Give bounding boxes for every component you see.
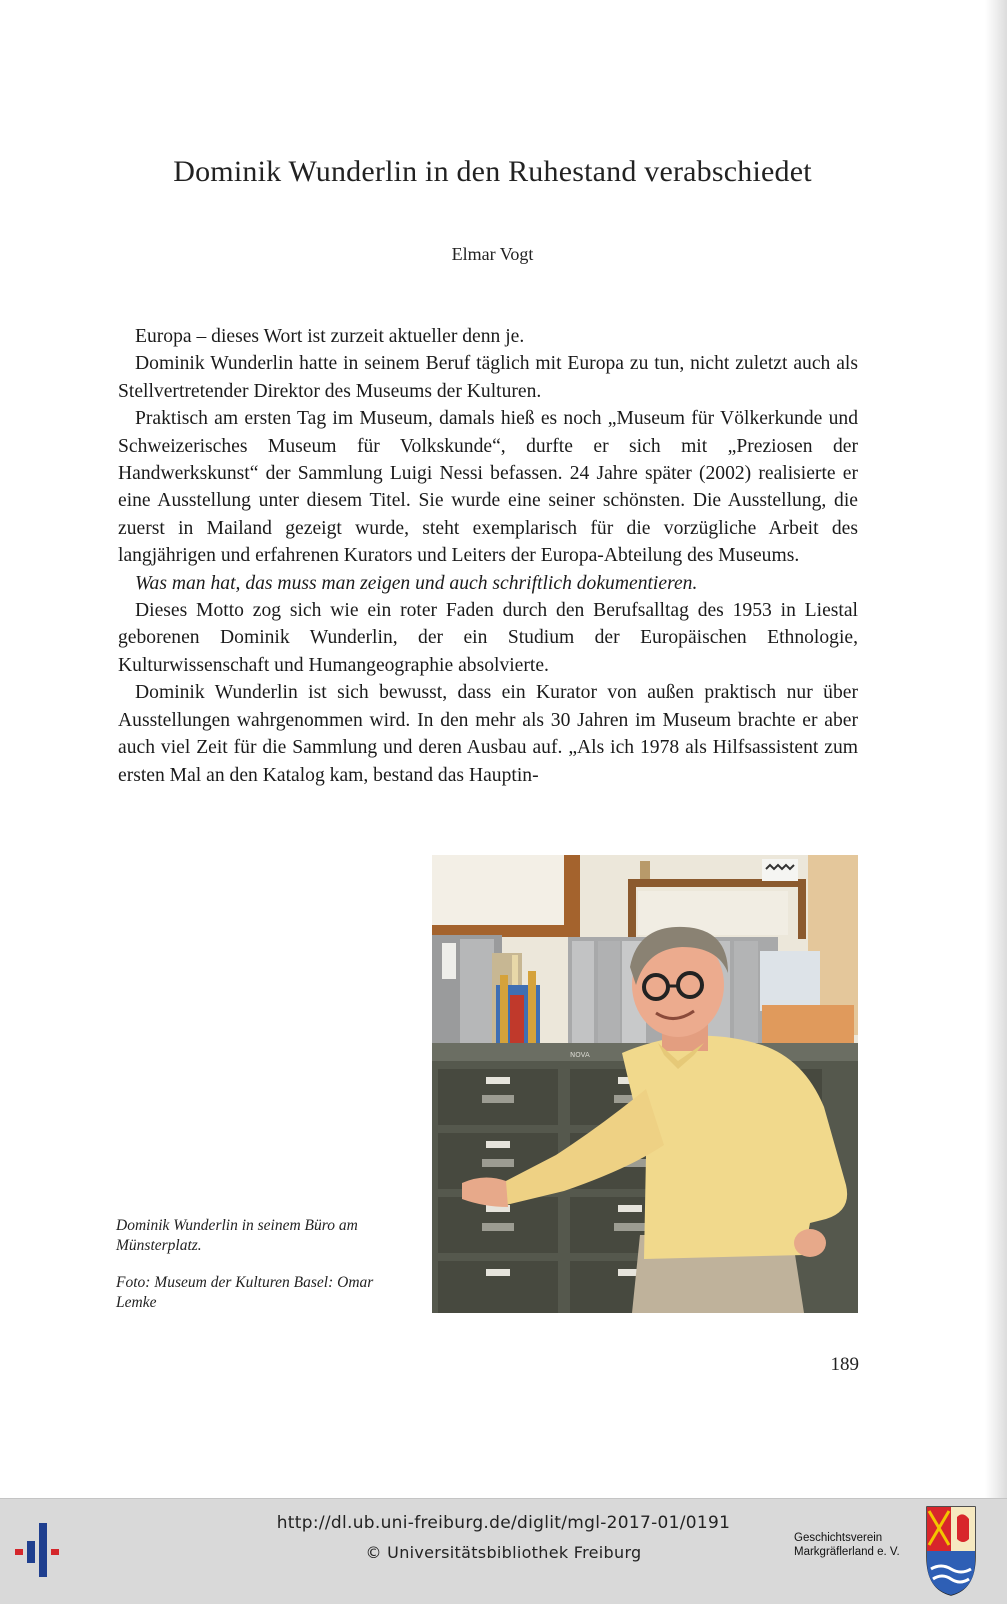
motto-paragraph: Was man hat, das muss man zeigen und auch schriftlich dokumentieren.: [135, 572, 698, 594]
photo-caption-block: [116, 1216, 416, 1330]
photo-caption: Dominik Wunderlin in seinem Büro am Münsterplatz.: [116, 1217, 358, 1254]
article-author: Elmar Vogt: [451, 244, 534, 264]
paragraph: Europa – dieses Wort ist zurzeit aktueller denn je.: [135, 326, 525, 347]
society-crest-icon: [925, 1505, 977, 1597]
article-title: Dominik Wunderlin in den Ruhestand verabschiedet: [173, 155, 812, 188]
page-edge: [985, 0, 1007, 1532]
portrait-photo: [432, 855, 858, 1313]
article-body: [118, 323, 858, 789]
footer-url-link[interactable]: http://dl.ub.uni-freiburg.de/diglit/mgl-2017-01/0191: [276, 1513, 731, 1533]
footer-copyright: © Universitätsbibliothek Freiburg: [365, 1543, 642, 1562]
cabinet-label: NOVA: [570, 1051, 590, 1059]
paragraph: Dominik Wunderlin hatte in seinem Beruf täglich mit Europa zu tun, nicht zuletzt auch als Stellvertretender Direktor des Museums der Kulturen.: [118, 353, 858, 402]
photo-credit: Foto: Museum der Kulturen Basel: Omar Lemke: [116, 1274, 374, 1311]
society-name: [794, 1531, 924, 1559]
society-name-line2: Markgräflerland e. V.: [794, 1546, 900, 1558]
paragraph: Praktisch am ersten Tag im Museum, damals hieß es noch „Museum für Völkerkunde und Schweizerisches Museum für Volkskunde“, durfte er sich mit „Preziosen der Handwerkskunst“ der Sammlung Luigi Nessi befassen. 24 Jahre später (2002) realisierte er eine Ausstellung unter diesem Titel. Sie wurde eine seiner schönsten. Die Ausstellung, die zuerst in Mailand gezeigt wurde, steht exemplarisch für die vorzügliche Arbeit des langjährigen und erfahrenen Kurators und Leiters der Europa-Abteilung des Museums.: [118, 408, 858, 567]
footer-bar: [0, 1498, 1007, 1604]
page-number: 189: [830, 1354, 859, 1375]
paragraph: Dieses Motto zog sich wie ein roter Faden durch den Berufsalltag des 1953 in Liestal geborenen Dominik Wunderlin, der ein Studium der Europäischen Ethnologie, Kulturwissenschaft und Humangeographie absolvierte.: [118, 600, 858, 676]
paragraph: Dominik Wunderlin ist sich bewusst, dass ein Kurator von außen praktisch nur über Ausstellungen wahrgenommen wird. In den mehr als 30 Jahren im Museum brachte er aber auch viel Zeit für die Sammlung und deren Ausbau auf. „Als ich 1978 als Hilfsassistent zum ersten Mal an den Katalog kam, bestand das Hauptin-: [118, 682, 858, 786]
society-name-line1: Geschichtsverein: [794, 1532, 883, 1544]
